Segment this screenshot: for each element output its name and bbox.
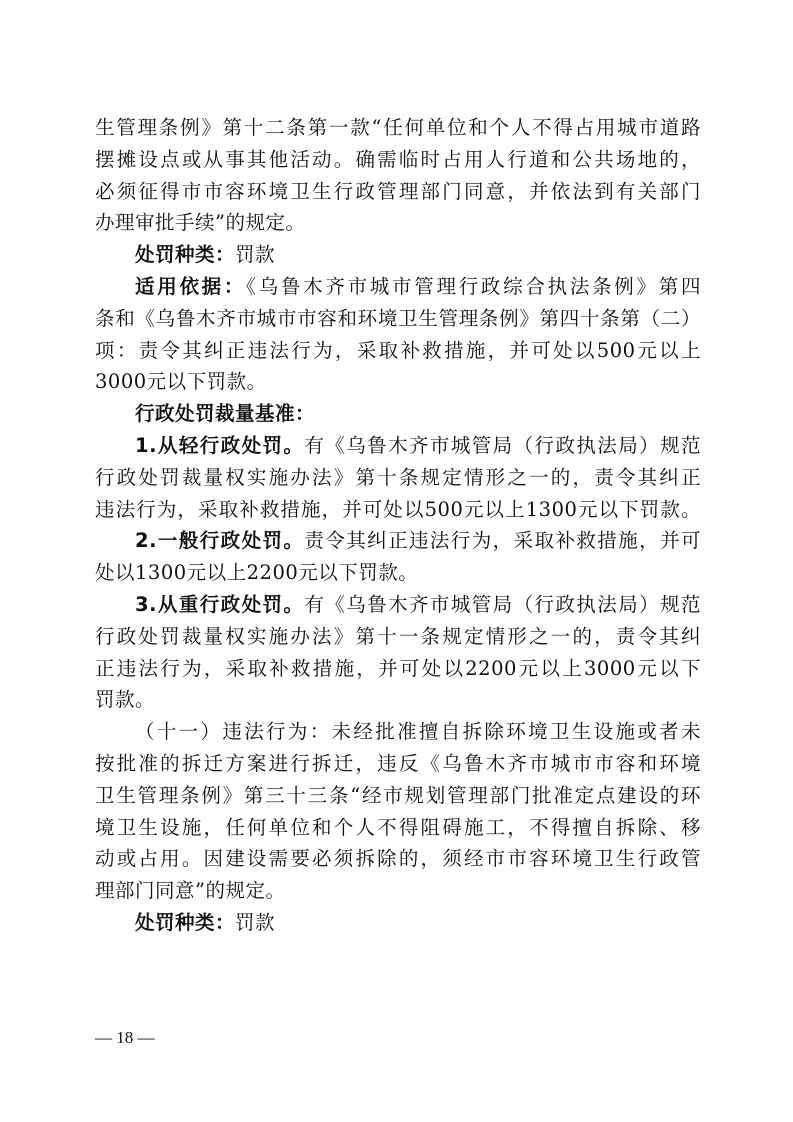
text-line	[95, 462, 701, 494]
text-line	[95, 303, 701, 335]
text-line	[95, 366, 701, 398]
line-text: 违法行为，采取补救措施，并可处以500元以上1300元以下罚款。	[95, 497, 701, 521]
text-line	[95, 907, 701, 939]
text-line	[95, 716, 701, 748]
text-line	[95, 112, 701, 144]
line-text: 有《乌鲁木齐市城管局（行政执法局）规范	[304, 592, 701, 616]
text-line	[95, 621, 701, 653]
line-text: （十一）违法行为：未经批准擅自拆除环境卫生设施或者未	[135, 720, 701, 744]
line-text: 有《乌鲁木齐市城管局（行政执法局）规范	[304, 433, 701, 457]
text-line	[95, 653, 701, 685]
text-line	[95, 780, 701, 812]
bold-heading: 处罚种类：	[135, 910, 236, 934]
line-text: 卫生管理条例》第三十三条“经市规划管理部门批准定点建设的环	[95, 783, 701, 807]
document-body	[95, 112, 701, 939]
line-text: 条和《乌鲁木齐市城市市容和环境卫生管理条例》第四十条第（二）	[95, 306, 701, 330]
text-line	[95, 398, 701, 430]
bold-heading: 处罚种类：	[135, 243, 236, 267]
text-line	[95, 430, 701, 462]
bold-heading: 3.从重行政处罚。	[135, 592, 305, 616]
line-text: 生管理条例》第十二条第一款“任何单位和个人不得占用城市道路	[95, 116, 701, 139]
line-text: 境卫生设施，任何单位和个人不得阻碍施工，不得擅自拆除、移	[95, 815, 701, 839]
text-line	[95, 557, 701, 589]
line-text: 动或占用。因建设需要必须拆除的，须经市市容环境卫生行政管	[95, 847, 701, 871]
line-text: 罚款	[235, 243, 276, 267]
bold-heading: 1.从轻行政处罚。	[135, 433, 305, 457]
text-line	[95, 748, 701, 780]
line-text: 罚款。	[95, 688, 156, 712]
line-text: 《乌鲁木齐市城市管理行政综合执法条例》第四	[246, 274, 701, 298]
text-line	[95, 271, 701, 303]
text-line	[95, 176, 701, 208]
line-text: 办理审批手续”的规定。	[95, 211, 306, 235]
text-line	[95, 589, 701, 621]
line-text: 行政处罚裁量权实施办法》第十条规定情形之一的，责令其纠正	[95, 465, 701, 489]
text-line	[95, 684, 701, 716]
line-text: 罚款	[235, 910, 276, 934]
line-text: 按批准的拆迁方案进行拆迁，违反《乌鲁木齐市城市市容和环境	[95, 751, 701, 775]
line-text: 责令其纠正违法行为，采取补救措施，并可	[304, 529, 701, 553]
bold-heading: 行政处罚裁量基准：	[135, 402, 316, 426]
line-text: 3000元以下罚款。	[95, 370, 267, 394]
text-line	[95, 875, 701, 907]
line-text: 理部门同意”的规定。	[95, 879, 286, 903]
text-line	[95, 525, 701, 557]
line-text: 处以1300元以上2200元以下罚款。	[95, 561, 419, 585]
line-text: 必须征得市市容环境卫生行政管理部门同意，并依法到有关部门	[95, 179, 701, 203]
bold-heading: 适用依据：	[135, 274, 247, 298]
text-line	[95, 239, 701, 271]
text-line	[95, 494, 701, 526]
line-text: 正违法行为，采取补救措施，并可处以2200元以上3000元以下	[95, 656, 701, 680]
text-line	[95, 843, 701, 875]
bold-heading: 2.一般行政处罚。	[135, 529, 305, 553]
text-line	[95, 144, 701, 176]
line-text: 项：责令其纠正违法行为，采取补救措施，并可处以500元以上	[95, 338, 701, 362]
line-text: 摆摊设点或从事其他活动。确需临时占用人行道和公共场地的，	[95, 147, 701, 171]
line-text: 行政处罚裁量权实施办法》第十一条规定情形之一的，责令其纠	[95, 624, 701, 648]
text-line	[95, 812, 701, 844]
text-line	[95, 207, 701, 239]
text-line	[95, 335, 701, 367]
page-number: — 18 —	[95, 1028, 155, 1047]
